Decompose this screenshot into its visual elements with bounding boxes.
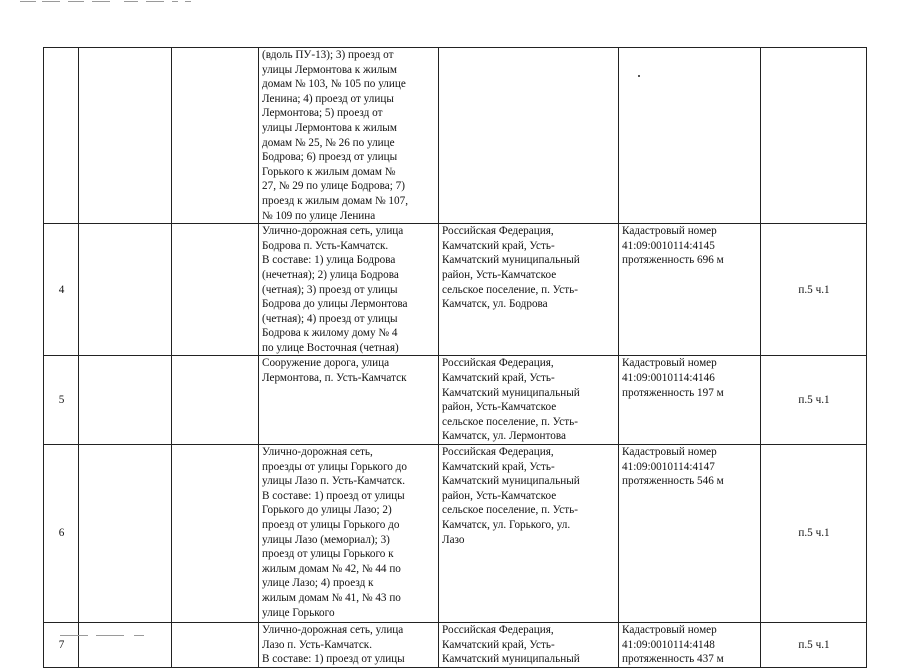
object-name: Улично-дорожная сеть, проезды от улицы Горького до улицы Лазо п. Усть-Камчатск. В составе: 1) проезд от улицы Горького до улицы Лазо; 2) проезд от улицы Горького до улицы Лазо (мемориал); 3) проезд от улицы Горького к жилым домам № 42, № 44 по улице Лазо; 4) проезд к жилым домам № 41, № 43 по улице Горького — [262, 446, 407, 619]
object-address: Российская Федерация, Камчатский край, Усть- Камчатский муниципальный район, Усть-Камчатское сельское поселение, п. Усть- Камчатск, ул. Горького, ул. Лазо — [442, 446, 580, 546]
table-row — [44, 445, 867, 623]
property-register-table — [43, 47, 867, 668]
object-name: Улично-дорожная сеть, улица Лазо п. Усть-Камчатск. В составе: 1) проезд от улицы — [262, 624, 405, 666]
empty-cell — [172, 445, 259, 623]
empty-cell — [79, 224, 172, 356]
table-body — [44, 48, 867, 668]
row-number: 4 — [44, 224, 79, 356]
address-cell — [439, 48, 619, 224]
object-characteristics: Кадастровый номер 41:09:0010114:4146 протяженность 197 м — [622, 357, 724, 399]
object-address: Российская Федерация, Камчатский край, Усть- Камчатский муниципальный район, Усть-Камчатское сельское поселение, п. Усть- Камчатск, ул. Лермонтова — [442, 357, 580, 443]
object-characteristics: Кадастровый номер 41:09:0010114:4147 протяженность 546 м — [622, 446, 724, 488]
legal-basis — [761, 48, 867, 224]
legal-basis: п.5 ч.1 — [761, 356, 867, 445]
empty-cell — [79, 48, 172, 224]
row-number: 7 — [44, 623, 79, 668]
object-name: Улично-дорожная сеть, улица Бодрова п. Усть-Камчатск. В составе: 1) улица Бодрова (нечетная); 2) улица Бодрова (четная); 3) проезд от улицы Бодрова до улицы Лермонтова (четная); 4) проезд от улицы Бодрова к жилому дому № 4 по улице Восточная (четная) — [262, 225, 408, 354]
scan-top-marks — [20, 0, 220, 4]
characteristics-cell — [619, 224, 761, 356]
object-name-cell — [259, 224, 439, 356]
row-number — [44, 48, 79, 224]
characteristics-cell — [619, 356, 761, 445]
address-cell — [439, 356, 619, 445]
row-number: 6 — [44, 445, 79, 623]
object-name-cell — [259, 48, 439, 224]
empty-cell — [172, 48, 259, 224]
empty-cell — [79, 623, 172, 668]
scan-speck — [638, 75, 640, 77]
table-row — [44, 356, 867, 445]
legal-basis: п.5 ч.1 — [761, 224, 867, 356]
address-cell — [439, 445, 619, 623]
row-number: 5 — [44, 356, 79, 445]
table-row — [44, 48, 867, 224]
legal-basis: п.5 ч.1 — [761, 445, 867, 623]
object-name-cell — [259, 623, 439, 668]
scan-bottom-marks — [60, 634, 180, 638]
object-name-cell — [259, 445, 439, 623]
object-address: Российская Федерация, Камчатский край, Усть- Камчатский муниципальный район, Усть-Камчатское сельское поселение, п. Усть- Камчатск, ул. Бодрова — [442, 225, 580, 311]
characteristics-cell — [619, 445, 761, 623]
object-name: Сооружение дорога, улица Лермонтова, п. Усть-Камчатск — [262, 357, 407, 385]
empty-cell — [172, 623, 259, 668]
legal-basis: п.5 ч.1 — [761, 623, 867, 668]
characteristics-cell — [619, 623, 761, 668]
characteristics-cell — [619, 48, 761, 224]
empty-cell — [172, 356, 259, 445]
empty-cell — [172, 224, 259, 356]
object-name-cell — [259, 356, 439, 445]
object-name: (вдоль ПУ-13); 3) проезд от улицы Лермонтова к жилым домам № 103, № 105 по улице Ленина; 4) проезд от улицы Лермонтова; 5) проезд от улицы Лермонтова к жилым домам № 25, № 26 по улице Бодрова; 6) проезд от улицы Горького к жилым домам № 27, № 29 по улице Бодрова; 7) проезд к жилым домам № 107, № 109 по улице Ленина — [262, 49, 409, 222]
address-cell — [439, 224, 619, 356]
empty-cell — [79, 356, 172, 445]
address-cell — [439, 623, 619, 668]
table-row — [44, 224, 867, 356]
object-characteristics: Кадастровый номер 41:09:0010114:4145 протяженность 696 м — [622, 225, 724, 267]
empty-cell — [79, 445, 172, 623]
object-characteristics: Кадастровый номер 41:09:0010114:4148 протяженность 437 м — [622, 624, 724, 666]
object-address: Российская Федерация, Камчатский край, Усть- Камчатский муниципальный — [442, 624, 580, 666]
table-row — [44, 623, 867, 668]
